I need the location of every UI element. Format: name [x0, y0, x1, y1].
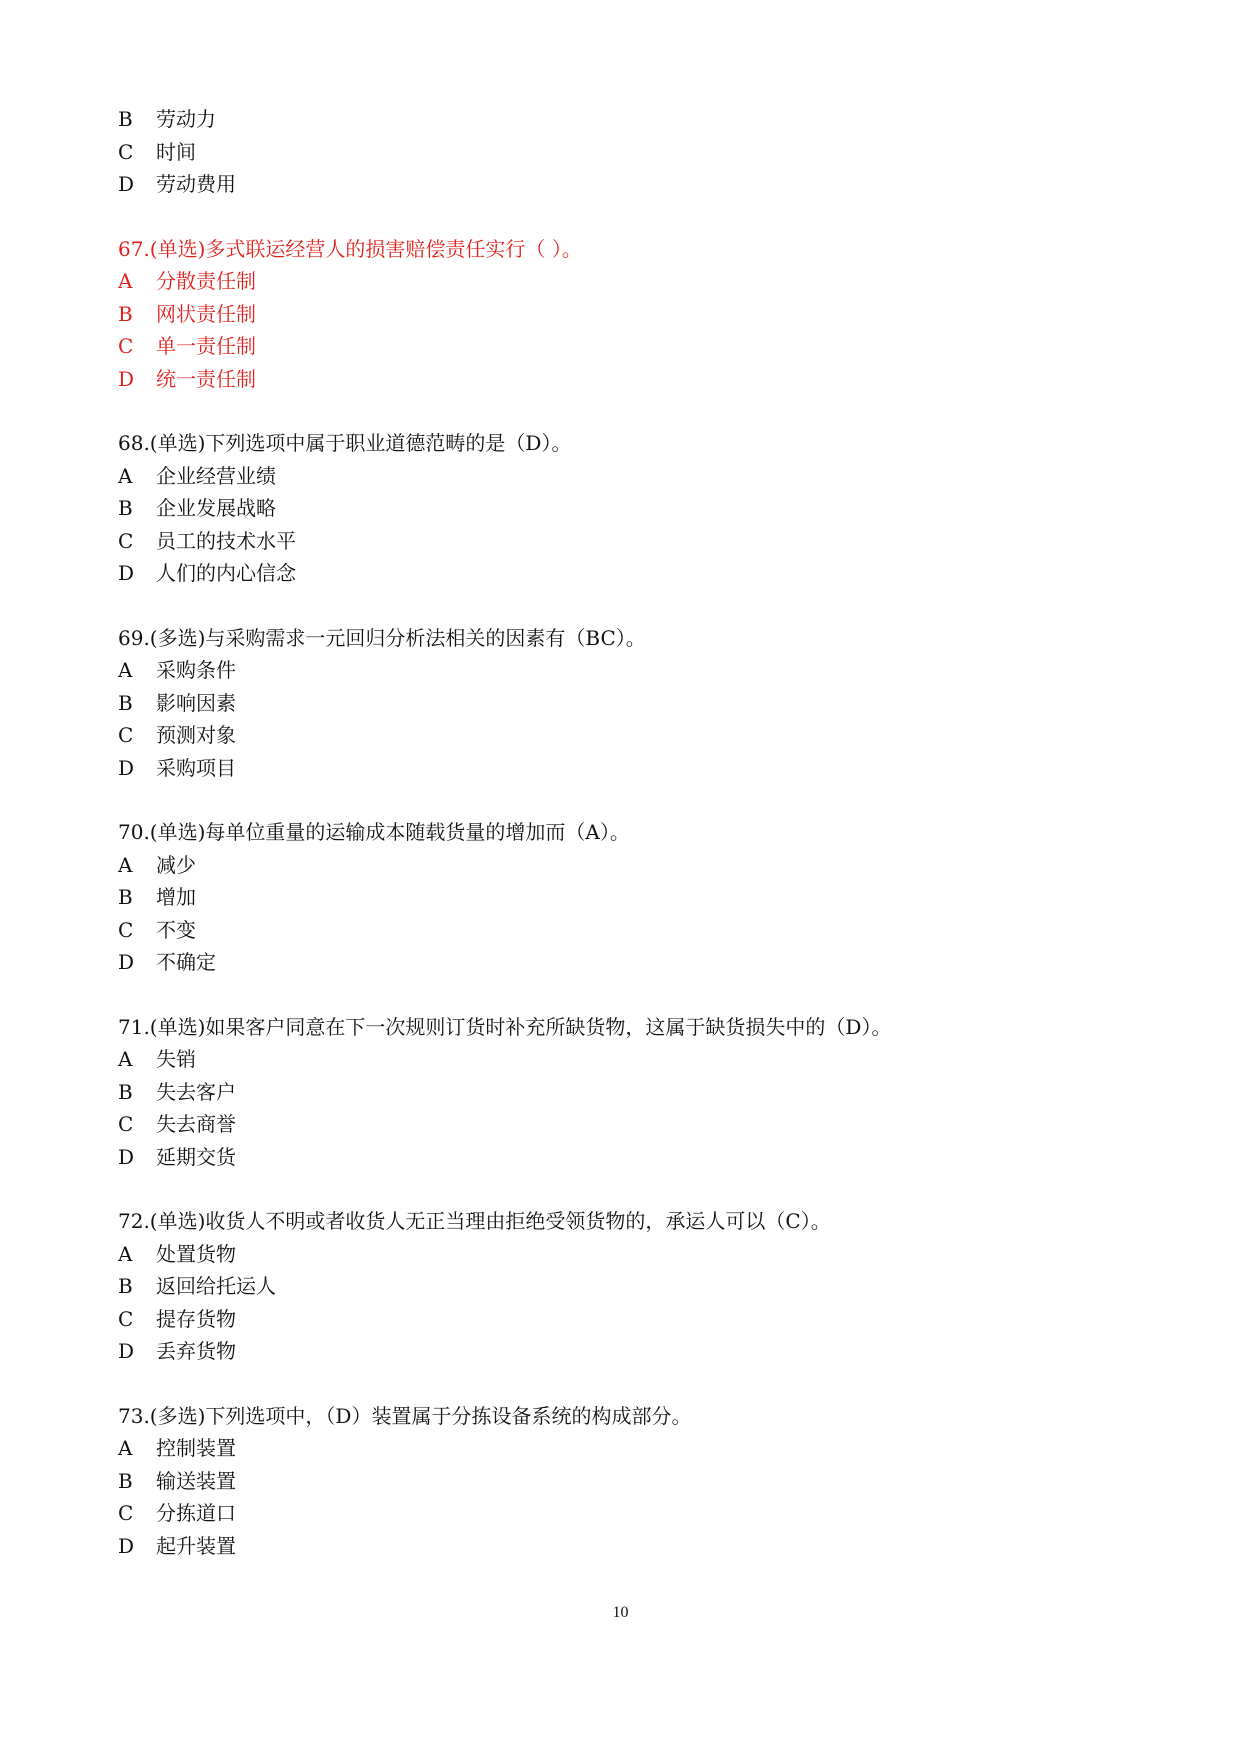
option-text: 不变: [156, 917, 196, 942]
option-letter: D: [118, 950, 135, 974]
option-row: [118, 492, 1118, 525]
option-text: 人们的内心信念: [156, 561, 296, 585]
option-text: 不确定: [156, 950, 216, 974]
option-letter: A: [118, 658, 133, 682]
option-row: [118, 1432, 1118, 1465]
option-letter: C: [118, 139, 134, 164]
option-row: [118, 1043, 1118, 1076]
option-row: [118, 557, 1118, 590]
option-letter: B: [118, 690, 133, 715]
option-text: 采购项目: [156, 755, 236, 780]
option-letter: B: [118, 885, 133, 909]
option-row: [118, 849, 1118, 882]
option-row: [118, 914, 1118, 947]
option-letter: C: [118, 1501, 134, 1525]
question-text: 72.(单选)收货人不明或者收货人无正当理由拒绝受领货物的，承运人可以（C）。: [118, 1209, 831, 1233]
option-row: [118, 168, 1118, 201]
option-text: 网状责任制: [156, 301, 256, 326]
option-row: [118, 881, 1118, 914]
option-row: [118, 1465, 1118, 1498]
option-letter: C: [118, 917, 134, 942]
option-row: [118, 460, 1118, 493]
option-text: 输送装置: [156, 1468, 236, 1493]
option-row: [118, 1335, 1118, 1368]
option-text: 提存货物: [156, 1306, 236, 1331]
option-letter: A: [118, 1047, 133, 1071]
option-letter: B: [118, 1079, 133, 1104]
option-text: 企业经营业绩: [156, 463, 276, 488]
option-text: 失去客户: [156, 1079, 236, 1104]
option-text: 影响因素: [156, 690, 236, 715]
option-row: [118, 1141, 1118, 1174]
option-text: 丢弃货物: [156, 1339, 236, 1363]
option-row: [118, 1076, 1118, 1109]
option-text: 失去商誉: [156, 1112, 236, 1136]
question-block: [118, 233, 1118, 396]
option-letter: D: [118, 366, 135, 391]
option-letter: B: [118, 496, 133, 520]
option-row: [118, 1497, 1118, 1530]
option-text: 失销: [156, 1047, 196, 1071]
question-block: [118, 622, 1118, 785]
option-letter: A: [118, 1436, 133, 1460]
option-letter: D: [118, 755, 135, 780]
question-block: [118, 1011, 1118, 1174]
option-row: [118, 103, 1118, 136]
question-text: 68.(单选)下列选项中属于职业道德范畴的是（D）。: [118, 431, 572, 455]
question-text: 70.(单选)每单位重量的运输成本随载货量的增加而（A）。: [118, 820, 630, 844]
question-text: 67.(单选)多式联运经营人的损害赔偿责任实行（ ）。: [118, 236, 582, 261]
option-letter: D: [118, 1339, 135, 1363]
option-row: [118, 1303, 1118, 1336]
option-text: 控制装置: [156, 1436, 236, 1460]
option-letter: C: [118, 1112, 134, 1136]
option-row: [118, 1108, 1118, 1141]
option-letter: B: [118, 1468, 133, 1493]
leading-options: [118, 103, 1118, 201]
option-row: [118, 1238, 1118, 1271]
question-text: 69.(多选)与采购需求一元回归分析法相关的因素有（BC）。: [118, 625, 646, 650]
option-letter: A: [118, 269, 133, 293]
question-text: 71.(单选)如果客户同意在下一次规则订货时补充所缺货物，这属于缺货损失中的（D）。: [118, 1014, 892, 1039]
option-text: 处置货物: [156, 1241, 236, 1266]
option-letter: B: [118, 107, 133, 131]
option-text: 时间: [156, 139, 196, 164]
option-text: 企业发展战略: [156, 496, 276, 520]
option-row: [118, 525, 1118, 558]
option-row: [118, 136, 1118, 169]
option-letter: B: [118, 301, 133, 326]
option-row: [118, 687, 1118, 720]
option-text: 单一责任制: [156, 334, 256, 358]
option-row: [118, 265, 1118, 298]
option-letter: D: [118, 1533, 135, 1558]
option-row: [118, 330, 1118, 363]
option-letter: A: [118, 852, 133, 877]
option-letter: C: [118, 723, 134, 747]
option-text: 员工的技术水平: [156, 528, 296, 553]
option-letter: D: [118, 561, 135, 585]
option-letter: A: [118, 1241, 133, 1266]
option-row: [118, 719, 1118, 752]
option-text: 采购条件: [156, 658, 236, 682]
option-row: [118, 363, 1118, 396]
option-letter: C: [118, 334, 134, 358]
page-number: 10: [612, 1604, 629, 1621]
option-letter: C: [118, 1306, 134, 1331]
option-row: [118, 1270, 1118, 1303]
option-text: 增加: [156, 885, 196, 909]
question-block: [118, 816, 1118, 979]
option-row: [118, 654, 1118, 687]
question-block: [118, 1400, 1118, 1563]
option-row: [118, 946, 1118, 979]
option-row: [118, 752, 1118, 785]
question-list: [118, 233, 1118, 1563]
option-letter: D: [118, 1144, 135, 1169]
option-letter: D: [118, 172, 135, 196]
option-letter: C: [118, 528, 134, 553]
option-text: 分拣道口: [156, 1501, 236, 1525]
option-row: [118, 1530, 1118, 1563]
option-text: 减少: [156, 852, 196, 877]
option-text: 延期交货: [156, 1144, 236, 1169]
option-text: 起升装置: [156, 1533, 236, 1558]
option-text: 统一责任制: [156, 366, 256, 391]
option-text: 分散责任制: [156, 269, 256, 293]
option-letter: A: [118, 463, 133, 488]
option-text: 劳动力: [156, 107, 216, 131]
option-text: 劳动费用: [156, 172, 236, 196]
option-letter: B: [118, 1274, 133, 1298]
option-text: 预测对象: [156, 723, 236, 747]
question-block: [118, 1205, 1118, 1368]
document-page: [118, 103, 1118, 1594]
question-text: 73.(多选)下列选项中，（D）装置属于分拣设备系统的构成部分。: [118, 1403, 692, 1428]
option-text: 返回给托运人: [156, 1274, 276, 1298]
option-row: [118, 298, 1118, 331]
question-block: [118, 427, 1118, 590]
